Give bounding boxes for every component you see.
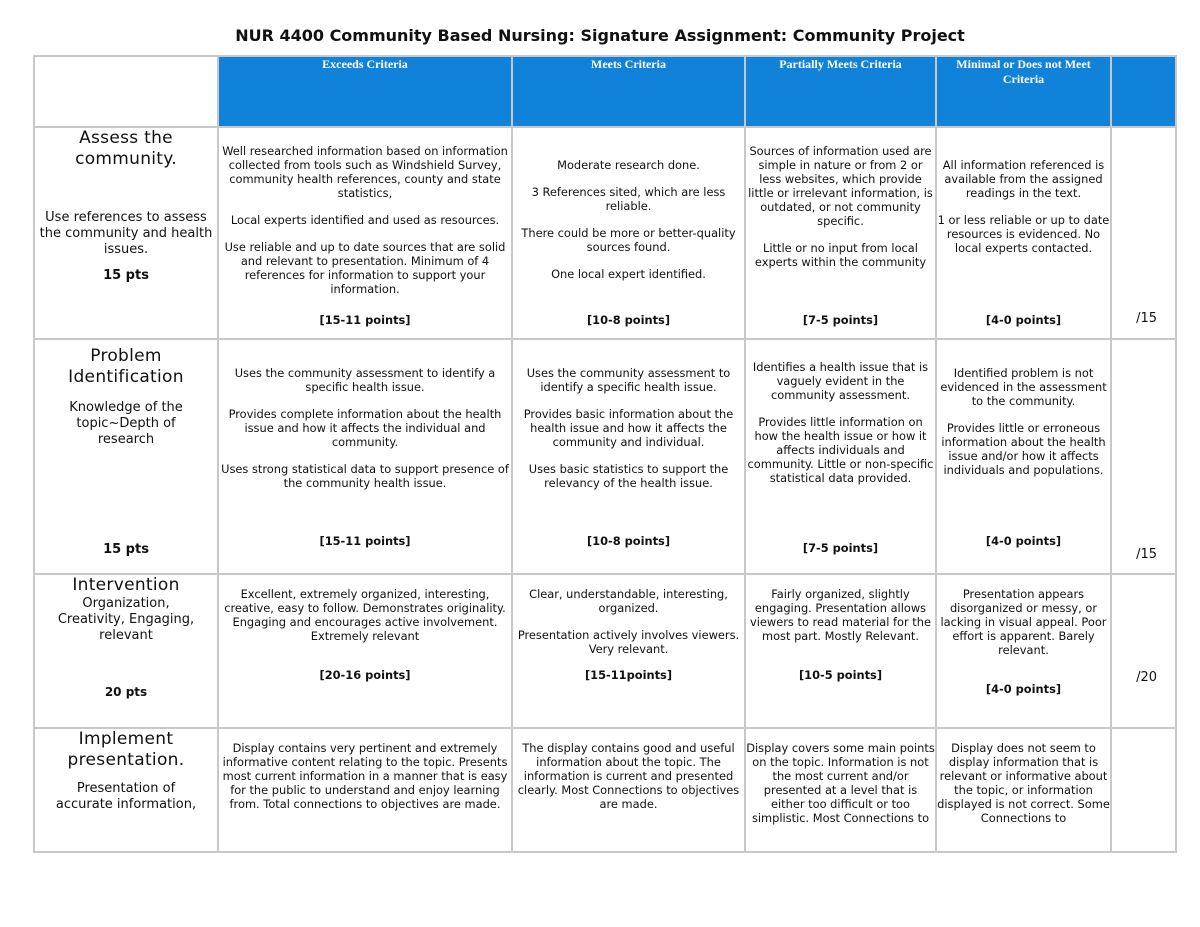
criterion-title: Problem Identification	[68, 346, 184, 387]
cell-points: [4-0 points]	[985, 534, 1062, 548]
criterion-cell	[34, 728, 218, 852]
criterion-subtitle: Knowledge of the topic~Depth of research	[69, 400, 183, 447]
cell-text: Presentation actively involves viewers. Very relevant.	[517, 628, 740, 656]
rubric-cell	[745, 728, 936, 852]
cell-text: Fairly organized, slightly engaging. Presentation allows viewers to read material for the most part. Mostly Relevant.	[750, 587, 931, 643]
rubric-cell	[512, 127, 745, 339]
cell-points: [4-0 points]	[985, 682, 1062, 696]
table-row	[34, 574, 1176, 728]
cell-text: Little or no input from local experts within the community	[754, 241, 927, 269]
score-cell	[1111, 127, 1176, 339]
rubric-cell	[218, 127, 512, 339]
cell-text: Uses strong statistical data to support presence of the community health issue.	[221, 462, 509, 490]
cell-points: [4-0 points]	[985, 313, 1062, 327]
criterion-title: Intervention	[72, 575, 180, 595]
criterion-cell	[34, 127, 218, 339]
table-row	[34, 339, 1176, 574]
cell-points: [15-11 points]	[319, 534, 411, 548]
cell-text: Uses the community assessment to identify a specific health issue.	[526, 366, 731, 394]
table-row	[34, 127, 1176, 339]
cell-text: Provides little information on how the health issue or how it affects individuals and community. Little or non-specific statistical data provided.	[747, 415, 934, 485]
rubric-table	[33, 55, 1177, 853]
cell-points: [10-5 points]	[798, 668, 883, 682]
score-value: /20	[1136, 670, 1157, 685]
cell-points: [7-5 points]	[802, 541, 879, 555]
cell-text: Use reliable and up to date sources that are solid and relevant to presentation. Minimum of 4 references for information to support your information.	[224, 240, 506, 296]
cell-text: Identifies a health issue that is vaguely evident in the community assessment.	[752, 360, 929, 402]
cell-text: Uses basic statistics to support the relevancy of the health issue.	[528, 462, 729, 490]
cell-points: [10-8 points]	[586, 313, 671, 327]
score-cell	[1111, 574, 1176, 728]
cell-text: 3 References sited, which are less reliable.	[531, 185, 726, 213]
rubric-cell	[745, 574, 936, 728]
criterion-title: Assess the community.	[75, 128, 177, 169]
criterion-subtitle: Use references to assess the community and health issues.	[39, 210, 213, 257]
cell-text: Display covers some main points on the topic. Information is not the most current and/or presented at a level that is either too difficult or too simplistic. Most Connections to	[746, 741, 935, 825]
rubric-cell	[218, 574, 512, 728]
criterion-cell	[34, 574, 218, 728]
header-blank-cell	[34, 56, 218, 127]
cell-text: Identified problem is not evidenced in the assessment to the community.	[940, 366, 1107, 408]
cell-text: Provides basic information about the health issue and how it affects the community and individual.	[523, 407, 734, 449]
criterion-points: 20 pts	[104, 685, 148, 699]
cell-text: 1 or less reliable or up to date resources is evidenced. No local experts contacted.	[937, 213, 1110, 255]
criterion-subtitle: Presentation of accurate information,	[55, 781, 197, 812]
score-cell	[1111, 339, 1176, 574]
cell-points: [15-11 points]	[319, 313, 411, 327]
criterion-points: 15 pts	[103, 268, 149, 283]
rubric-cell	[218, 339, 512, 574]
cell-text: Excellent, extremely organized, interesting, creative, easy to follow. Demonstrates originality. Engaging and encourages active involvement. Extremely relevant	[224, 587, 506, 643]
cell-text: Well researched information based on information collected from tools such as Windshield Survey, community health references, county and state statistics,	[222, 144, 508, 200]
cell-text: The display contains good and useful information about the topic. The information is current and presented clearly. Most Connections to objectives are made.	[517, 741, 740, 811]
criterion-cell	[34, 339, 218, 574]
header-partially-meets: Partially Meets Criteria	[745, 56, 936, 127]
cell-points: [10-8 points]	[586, 534, 671, 548]
cell-points: [7-5 points]	[802, 313, 879, 327]
cell-points: [20-16 points]	[319, 668, 411, 682]
rubric-cell	[936, 339, 1111, 574]
criterion-title: Implement presentation.	[67, 729, 185, 770]
cell-text: Provides little or erroneous information about the health issue and/or how it affects individuals and populations.	[941, 421, 1106, 477]
cell-text: Presentation appears disorganized or messy, or lacking in visual appeal. Poor effort is apparent. Barely relevant.	[940, 587, 1107, 657]
cell-text: Clear, understandable, interesting, organized.	[529, 587, 728, 615]
criterion-subtitle: Organization, Creativity, Engaging, relevant	[57, 596, 195, 643]
score-value: /15	[1136, 547, 1157, 562]
header-score-cell	[1111, 56, 1176, 127]
criterion-points: 15 pts	[103, 542, 149, 557]
cell-text: Sources of information used are simple in nature or from 2 or less websites, which provide little or irrelevant information, is outdated, or not community specific.	[748, 144, 933, 228]
cell-text: Display does not seem to display information that is relevant or informative about the topic, or information displayed is not correct. Some Connections to	[937, 741, 1110, 825]
rubric-cell	[512, 574, 745, 728]
rubric-cell	[936, 728, 1111, 852]
header-minimal: Minimal or Does not Meet Criteria	[936, 56, 1111, 127]
cell-text: All information referenced is available from the assigned readings in the text.	[942, 158, 1105, 200]
score-value: /15	[1136, 311, 1157, 326]
header-exceeds: Exceeds Criteria	[218, 56, 512, 127]
table-row	[34, 728, 1176, 852]
rubric-cell	[512, 339, 745, 574]
cell-text: Display contains very pertinent and extremely informative content relating to the topic. Presents most current information in a manner that is easy for the public to understand and enjoy learning from. Total connections to objectives are made.	[222, 741, 508, 811]
cell-text: Local experts identified and used as resources.	[230, 213, 500, 227]
cell-text: Provides complete information about the health issue and how it affects the individual and community.	[228, 407, 502, 449]
page-title: NUR 4400 Community Based Nursing: Signature Assignment: Community Project	[235, 26, 965, 45]
rubric-cell	[745, 339, 936, 574]
rubric-cell	[218, 728, 512, 852]
header-meets: Meets Criteria	[512, 56, 745, 127]
cell-text: Uses the community assessment to identify a specific health issue.	[234, 366, 496, 394]
cell-text: There could be more or better-quality sources found.	[521, 226, 736, 254]
header-row	[34, 56, 1176, 127]
cell-text: One local expert identified.	[551, 267, 706, 281]
score-cell	[1111, 728, 1176, 852]
rubric-cell	[936, 574, 1111, 728]
rubric-cell	[745, 127, 936, 339]
rubric-cell	[936, 127, 1111, 339]
cell-points: [15-11points]	[584, 668, 673, 682]
rubric-cell	[512, 728, 745, 852]
cell-text: Moderate research done.	[557, 158, 700, 172]
